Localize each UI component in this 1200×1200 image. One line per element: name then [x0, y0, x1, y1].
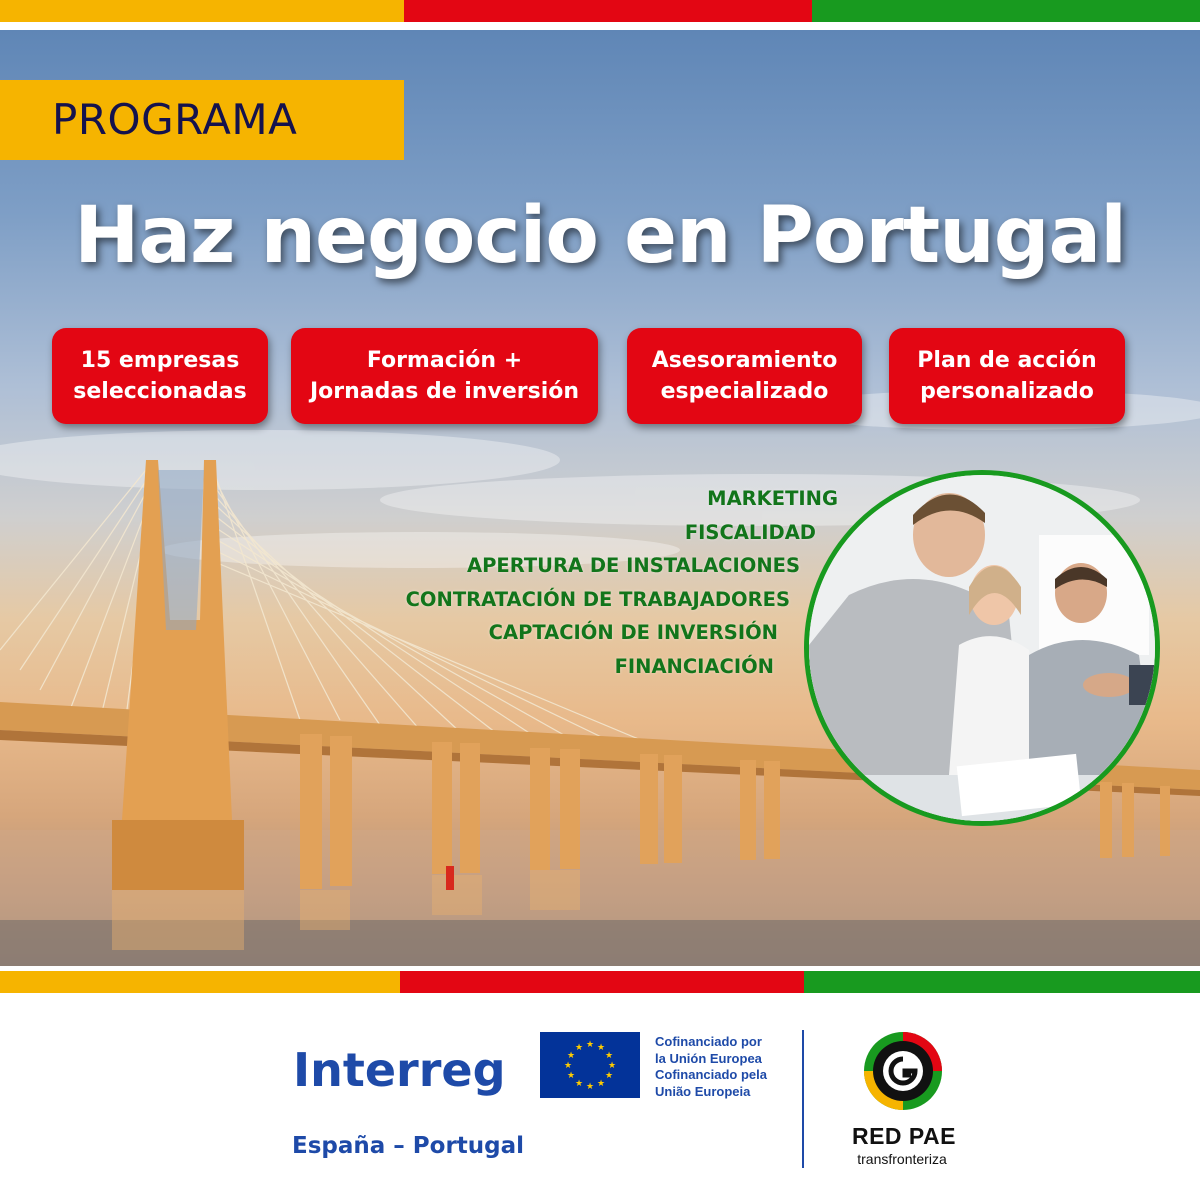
service-item: APERTURA DE INSTALACIONES	[466, 554, 800, 577]
service-item: FISCALIDAD	[684, 520, 816, 544]
svg-text:★: ★	[566, 1071, 576, 1081]
service-item: MARKETING	[707, 487, 838, 510]
svg-text:★: ★	[566, 1051, 576, 1061]
svg-text:★: ★	[596, 1079, 606, 1089]
feature-pill-action-plan: Plan de acción personalizado	[889, 328, 1125, 424]
service-item: CONTRATACIÓN DE TRABAJADORES	[405, 587, 790, 611]
red-pae-logo-icon	[862, 1030, 944, 1112]
feature-pill-training: Formación + Jornadas de inversión	[291, 328, 598, 424]
svg-text:★: ★	[574, 1079, 584, 1089]
eu-flag-icon	[540, 1032, 640, 1098]
svg-text:★: ★	[563, 1061, 573, 1071]
service-item: FINANCIACIÓN	[614, 654, 774, 678]
bottom-color-stripe	[0, 971, 1200, 993]
svg-text:★: ★	[585, 1040, 595, 1050]
service-item: CAPTACIÓN DE INVERSIÓN	[488, 621, 778, 644]
feature-pill-companies: 15 empresas seleccionadas	[52, 328, 268, 424]
headline: Haz negocio en Portugal	[74, 191, 1126, 281]
top-color-stripe	[0, 0, 1200, 22]
interreg-logo: Interreg	[293, 1043, 506, 1097]
svg-text:★: ★	[585, 1082, 595, 1092]
feature-pill-advice: Asesoramiento especializado	[627, 328, 862, 424]
svg-text:★: ★	[596, 1043, 606, 1053]
svg-text:★: ★	[574, 1043, 584, 1053]
program-tag: PROGRAMA	[0, 80, 404, 160]
interreg-region: España – Portugal	[292, 1133, 525, 1159]
services-list	[406, 482, 838, 683]
svg-text:★: ★	[604, 1051, 614, 1061]
svg-text:★: ★	[604, 1071, 614, 1081]
red-pae-subtitle: transfronteriza	[857, 1151, 947, 1167]
footer-divider	[802, 1030, 804, 1168]
business-meeting-photo	[804, 470, 1160, 826]
svg-text:★: ★	[607, 1061, 617, 1071]
cofinanced-text: Cofinanciado por la Unión Europea Cofinanciado pela União Europeia	[655, 1034, 767, 1099]
red-pae-name: RED PAE	[851, 1123, 957, 1149]
